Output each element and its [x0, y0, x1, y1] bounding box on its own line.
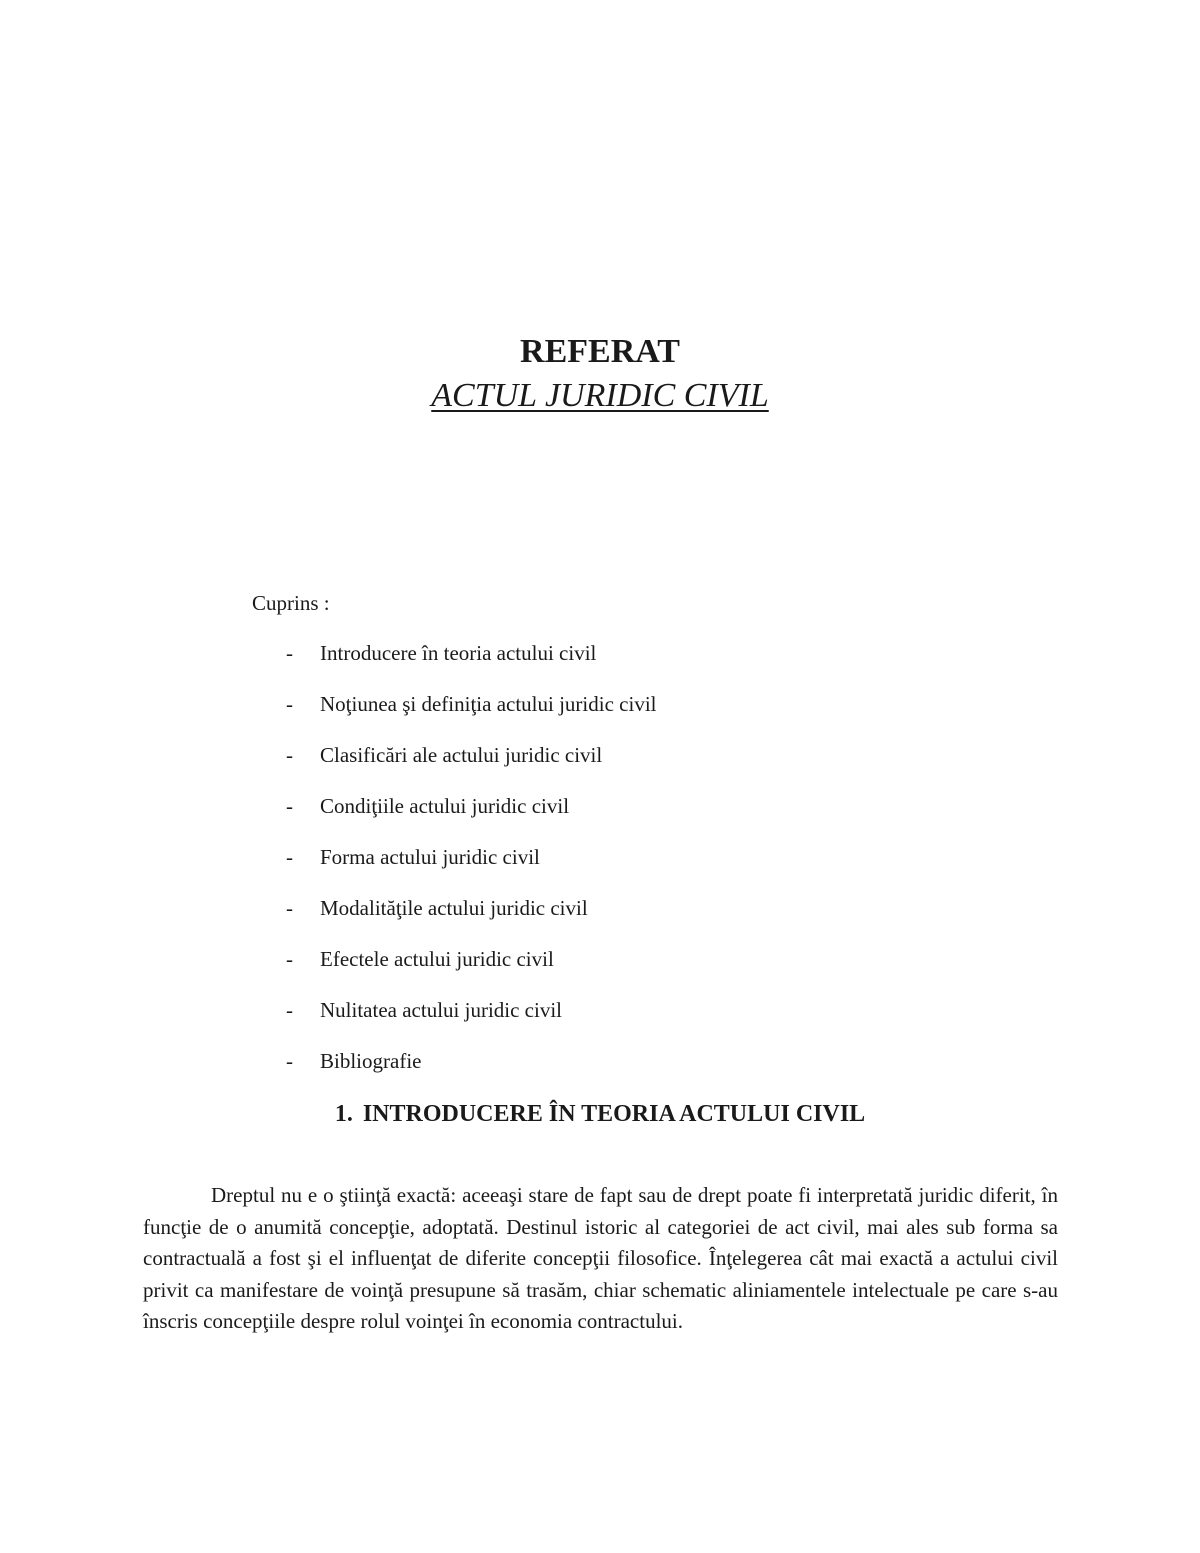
toc-item [252, 1044, 952, 1095]
toc-item-text: Clasificări ale actului juridic civil [320, 743, 603, 767]
toc-item-text: Noţiunea şi definiţia actului juridic civil [320, 692, 657, 716]
toc-item [252, 636, 952, 687]
title-block [0, 330, 1200, 418]
toc-bullet: - [286, 896, 293, 920]
toc-bullet: - [286, 743, 293, 767]
toc-item [252, 891, 952, 942]
toc-item [252, 993, 952, 1044]
toc-item-text: Condiţiile actului juridic civil [320, 794, 570, 818]
toc-bullet: - [286, 641, 293, 665]
toc-item [252, 789, 952, 840]
toc-item-text: Forma actului juridic civil [320, 845, 540, 869]
toc-item [252, 840, 952, 891]
toc-bullet: - [286, 794, 293, 818]
section-title: INTRODUCERE ÎN TEORIA ACTULUI CIVIL [362, 1101, 866, 1127]
toc-list [252, 636, 952, 1095]
toc-item [252, 942, 952, 993]
body-paragraph: Dreptul nu e o ştiinţă exactă: aceeaşi stare de fapt sau de drept poate fi interpretată juridic diferit, în funcţie de o anumită concepţie, adoptată. Destinul istoric al categoriei de act civil, mai ales sub forma sa contractuală a fost şi el influenţat de diferite concepţii filosofice. Înţelegerea cât mai exactă a actului civil privit ca manifestare de voinţă presupune să trasăm, chiar schematic aliniamentele intelectuale pe care s-au înscris concepţiile despre rolul voinţei în economia contractului. [143, 1183, 1058, 1333]
toc-bullet: - [286, 1049, 293, 1073]
table-of-contents [252, 586, 952, 1095]
toc-heading: Cuprins : [252, 591, 330, 615]
toc-item-text: Bibliografie [320, 1049, 422, 1073]
toc-item-text: Nulitatea actului juridic civil [320, 998, 563, 1022]
section-heading [0, 1096, 1200, 1132]
toc-item-text: Modalităţile actului juridic civil [320, 896, 588, 920]
toc-bullet: - [286, 998, 293, 1022]
toc-bullet: - [286, 692, 293, 716]
toc-item [252, 738, 952, 789]
toc-bullet: - [286, 947, 293, 971]
document-subtitle: ACTUL JURIDIC CIVIL [431, 377, 769, 414]
toc-item-text: Efectele actului juridic civil [320, 947, 554, 971]
document-title: REFERAT [520, 333, 680, 370]
section-number: 1. [334, 1101, 353, 1127]
toc-item [252, 687, 952, 738]
toc-bullet: - [286, 845, 293, 869]
toc-item-text: Introducere în teoria actului civil [320, 641, 597, 665]
